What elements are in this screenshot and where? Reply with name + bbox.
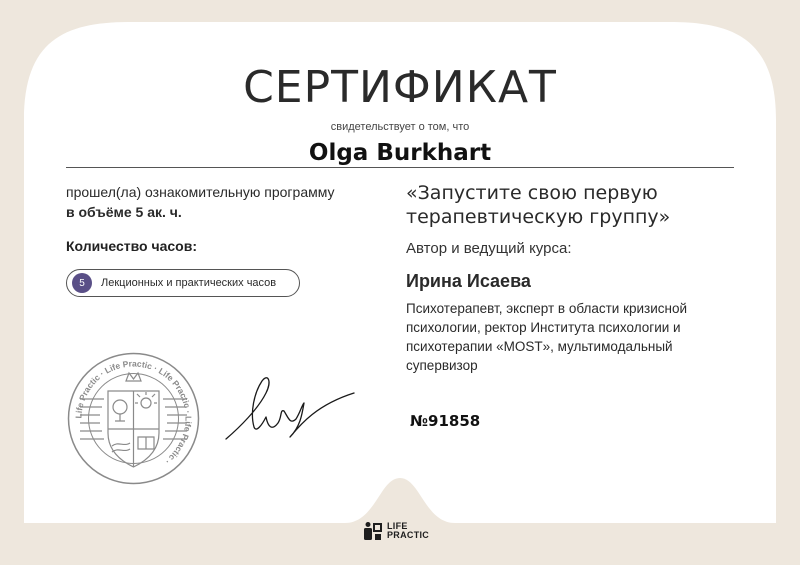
certificate-subtitle: свидетельствует о том, что xyxy=(330,121,470,133)
author-label: Автор и ведущий курса: xyxy=(406,240,572,257)
certificate-title: СЕРТИФИКАТ xyxy=(243,62,557,113)
recipient-name: Olga Burkhart xyxy=(308,140,492,166)
author-desc-line4: супервизор xyxy=(406,358,478,373)
seal-stamp xyxy=(66,351,201,486)
course-title-line1: «Запустите свою первую xyxy=(406,182,658,204)
hours-type: Лекционных и практических часов xyxy=(101,277,277,289)
hours-pill xyxy=(66,269,300,297)
hours-label: Количество часов: xyxy=(66,238,198,254)
author-desc-line3: психотерапии «MOST», мультимодальный xyxy=(406,339,673,354)
certificate-number: №91858 xyxy=(410,412,481,430)
divider-line xyxy=(66,167,734,168)
hours-count-badge: 5 xyxy=(72,273,92,293)
completed-line: прошел(ла) ознакомительную программу xyxy=(66,184,335,200)
course-title-line2: терапевтическую группу» xyxy=(406,206,671,228)
brand-logo-line1: LIFE xyxy=(387,521,408,531)
author-desc-line1: Психотерапевт, эксперт в области кризисной xyxy=(406,301,688,316)
brand-logo xyxy=(364,522,429,540)
author-desc-line2: психологии, ректор Института психологии и xyxy=(406,320,681,335)
seal-ring-text: Life Practic · Life Practic · Life Practic · Life Practic · xyxy=(73,358,194,467)
brand-logo-line2: PRACTIC xyxy=(387,530,430,540)
signature xyxy=(220,365,355,445)
volume-line: в объёме 5 ак. ч. xyxy=(66,204,182,220)
brand-logo-icon xyxy=(364,522,382,540)
author-name: Ирина Исаева xyxy=(406,271,531,291)
author-description xyxy=(406,299,726,375)
course-title xyxy=(406,181,736,229)
